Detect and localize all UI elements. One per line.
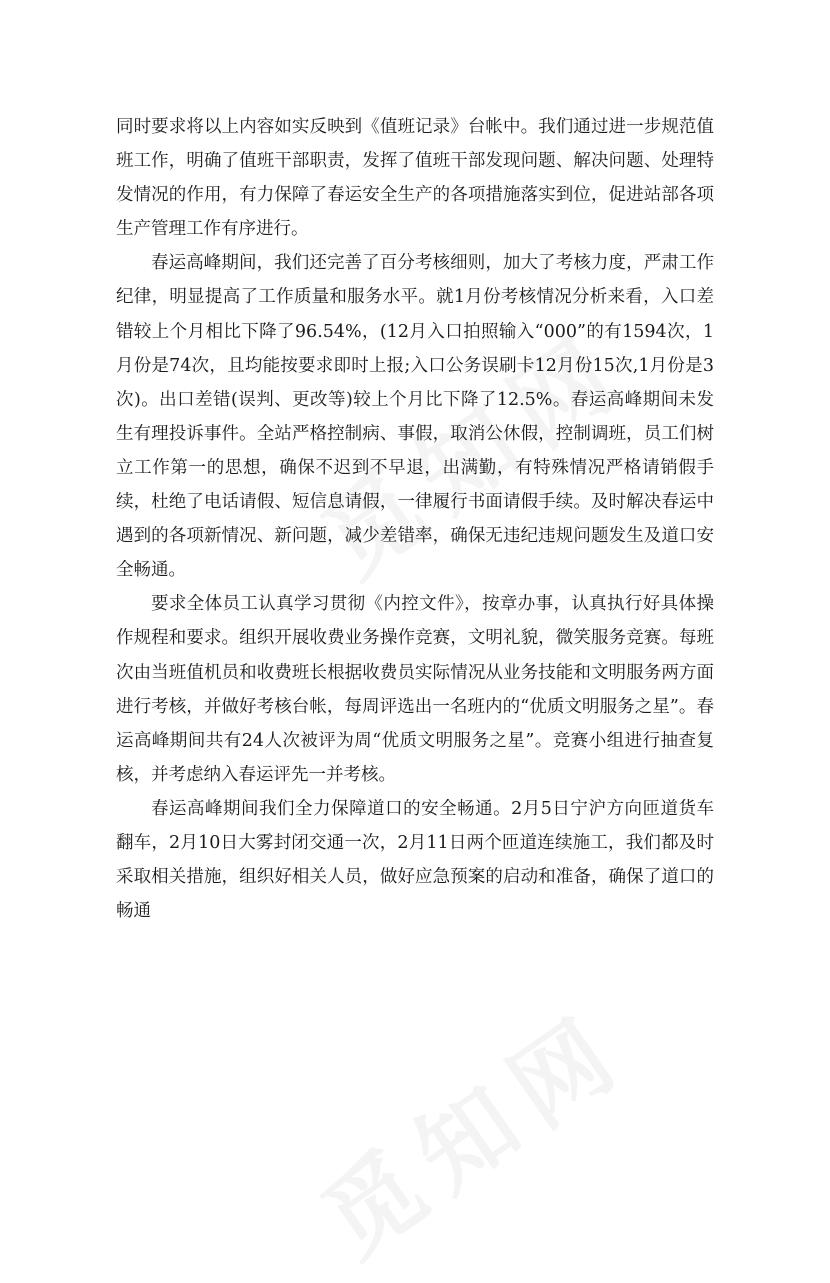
document-body bbox=[116, 110, 714, 928]
paragraph-3: 要求全体员工认真学习贯彻《内控文件》，按章办事，认真执行好具体操作规程和要求。组织开展收费业务操作竞赛，文明礼貌，微笑服务竞赛。每班次由当班值机员和收费班长根据收费员实际情况从业务技能和文明服务两方面进行考核，并做好考核台帐，每周评选出一名班内的“优质文明服务之星”。春运高峰期间共有24人次被评为周“优质文明服务之星”。竞赛小组进行抽查复核，并考虑纳入春运评先一并考核。 bbox=[116, 594, 714, 785]
watermark-bottom bbox=[292, 974, 651, 1282]
paragraph-1: 同时要求将以上内容如实反映到《值班记录》台帐中。我们通过进一步规范值班工作，明确了值班干部职责，发挥了值班干部发现问题、解决问题、处理特发情况的作用，有力保障了春运安全生产的各项措施落实到位，促进站部各项生产管理工作有序进行。 bbox=[116, 117, 714, 240]
paragraph-2: 春运高峰期间，我们还完善了百分考核细则，加大了考核力度，严肃工作纪律，明显提高了工作质量和服务水平。就1月份考核情况分析来看，入口差错较上个月相比下降了96.54%，(12月入口拍照输入“000”的有1594次，1月份是74次，且均能按要求即时上报;入口公务误刷卡12月份15次,1月份是3次)。出口差错(误判、更改等)较上个月比下降了12.5%。春运高峰期间未发生有理投诉事件。全站严格控制病、事假，取消公休假，控制调班，员工们树立工作第一的思想，确保不迟到不早退，出满勤，有特殊情况严格请销假手续，杜绝了电话请假、短信息请假，一律履行书面请假手续。及时解决春运中遇到的各项新情况、新问题，减少差错率，确保无违纪违规问题发生及道口安全畅通。 bbox=[116, 253, 714, 581]
paragraph-4: 春运高峰期间我们全力保障道口的安全畅通。2月5日宁沪方向匝道货车翻车，2月10日大雾封闭交通一次，2月11日两个匝道连续施工，我们都及时采取相关措施，组织好相关人员，做好应急预案的启动和准备，确保了道口的畅通 bbox=[116, 798, 714, 922]
